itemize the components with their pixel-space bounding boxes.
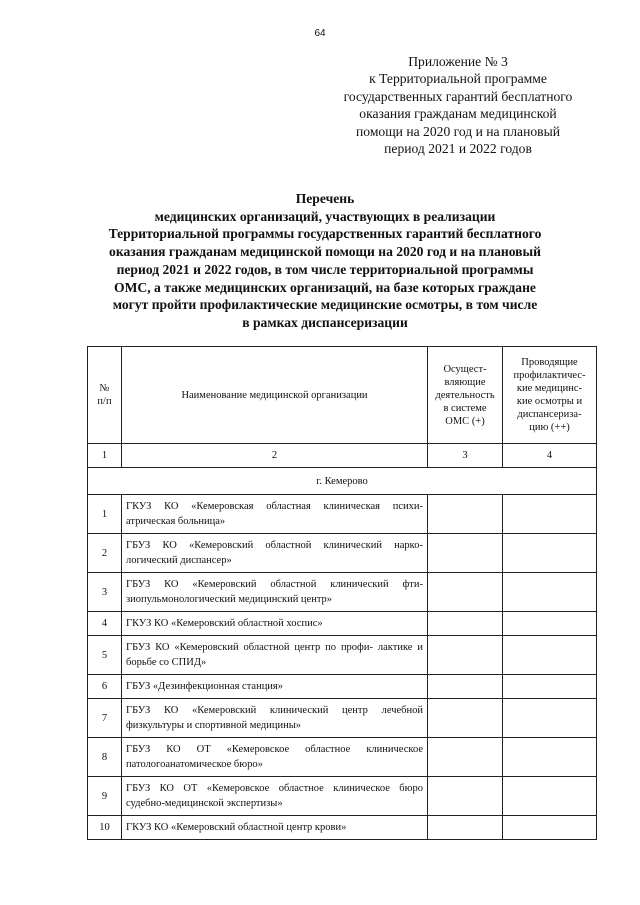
row-num: 3 bbox=[88, 573, 122, 612]
row-name bbox=[122, 534, 428, 573]
header-prof-line: кие осмотры и bbox=[516, 396, 583, 407]
row-name-line: ГБУЗ «Дезинфекционная станция» bbox=[126, 681, 284, 692]
column-index: 3 bbox=[428, 444, 503, 468]
title-line: медицинских организаций, участвующих в реализации bbox=[154, 208, 496, 224]
row-oms bbox=[428, 738, 503, 777]
row-name-line: ГКУЗ КО «Кемеровский областной центр крови» bbox=[126, 822, 347, 833]
appendix-line: помощи на 2020 год и на плановый bbox=[356, 123, 560, 139]
table-row bbox=[88, 573, 597, 612]
title-line: Перечень bbox=[295, 191, 355, 206]
row-name-line: судебно-медицинской экспертизы» bbox=[126, 798, 283, 809]
header-prof-line: Проводящие bbox=[521, 357, 578, 368]
appendix-line: государственных гарантий бесплатного bbox=[343, 88, 573, 104]
city-name: г. Кемерово bbox=[88, 468, 597, 495]
row-oms bbox=[428, 699, 503, 738]
row-oms bbox=[428, 777, 503, 816]
row-prof bbox=[503, 636, 597, 675]
column-index: 4 bbox=[503, 444, 597, 468]
row-num: 7 bbox=[88, 699, 122, 738]
header-oms-line: в системе bbox=[443, 402, 487, 414]
header-oms-line: Осущест- bbox=[443, 363, 487, 375]
row-name-line: лактике и борьбе со СПИД» bbox=[126, 642, 423, 668]
row-name-line: логический диспансер» bbox=[126, 555, 232, 566]
row-num: 8 bbox=[88, 738, 122, 777]
appendix-note bbox=[330, 53, 586, 157]
row-prof bbox=[503, 612, 597, 636]
table-row bbox=[88, 699, 597, 738]
row-num: 5 bbox=[88, 636, 122, 675]
appendix-line: оказания гражданам медицинской bbox=[359, 106, 557, 122]
row-name-line: ГБУЗ КО «Кемеровский областной центр по профи- bbox=[126, 642, 373, 653]
header-prof bbox=[503, 347, 597, 444]
title-line: в рамках диспансеризации bbox=[242, 314, 408, 330]
row-num: 10 bbox=[88, 816, 122, 840]
row-name-line: ГБУЗ КО «Кемеровский областной клинический нарко- bbox=[126, 540, 423, 551]
header-num-line: п/п bbox=[97, 396, 112, 407]
table-row bbox=[88, 495, 597, 534]
row-prof bbox=[503, 573, 597, 612]
header-oms-line: ОМС (+) bbox=[445, 415, 485, 427]
column-index-row bbox=[88, 444, 597, 468]
row-name-line: ГКУЗ КО «Кемеровский областной хоспис» bbox=[126, 618, 323, 629]
table-row bbox=[88, 534, 597, 573]
table-row bbox=[88, 738, 597, 777]
row-name bbox=[122, 573, 428, 612]
city-row bbox=[88, 468, 597, 495]
title-line: ОМС, а также медицинских организаций, на базе которых граждане bbox=[114, 279, 536, 295]
table-row bbox=[88, 816, 597, 840]
column-index: 2 bbox=[122, 444, 428, 468]
row-prof bbox=[503, 738, 597, 777]
table-row bbox=[88, 636, 597, 675]
row-name-line: ГКУЗ КО «Кемеровская областная клиническая психи- bbox=[126, 501, 423, 512]
page-number: 64 bbox=[314, 28, 326, 39]
row-num: 9 bbox=[88, 777, 122, 816]
row-prof bbox=[503, 495, 597, 534]
row-num: 6 bbox=[88, 675, 122, 699]
document-title bbox=[60, 190, 590, 332]
appendix-line: к Территориальной программе bbox=[369, 71, 547, 87]
table-row bbox=[88, 675, 597, 699]
row-prof bbox=[503, 777, 597, 816]
title-line: период 2021 и 2022 годов, в том числе территориальной программы bbox=[116, 261, 534, 277]
header-oms bbox=[428, 347, 503, 444]
row-prof bbox=[503, 699, 597, 738]
row-prof bbox=[503, 816, 597, 840]
row-oms bbox=[428, 636, 503, 675]
header-name: Наименование медицинской организации bbox=[122, 347, 428, 444]
row-prof bbox=[503, 534, 597, 573]
header-num bbox=[88, 347, 122, 444]
header-prof-line: диспансериза- bbox=[517, 409, 582, 420]
row-oms bbox=[428, 573, 503, 612]
row-name-line: ГБУЗ КО «Кемеровский клинический центр лечебной bbox=[126, 705, 423, 716]
row-name bbox=[122, 675, 428, 699]
header-oms-line: деятельность bbox=[435, 389, 495, 401]
title-line: Территориальной программы государственных гарантий бесплатного bbox=[108, 226, 542, 242]
row-oms bbox=[428, 495, 503, 534]
row-num: 2 bbox=[88, 534, 122, 573]
row-name bbox=[122, 495, 428, 534]
header-prof-line: цию (++) bbox=[529, 422, 570, 433]
title-line: могут пройти профилактические медицинские осмотры, в том числе bbox=[112, 297, 538, 313]
row-name-line: ГБУЗ КО ОТ «Кемеровское областное клиническое bbox=[126, 744, 423, 755]
row-num: 4 bbox=[88, 612, 122, 636]
header-num-line: № bbox=[99, 383, 110, 394]
row-name-line: физкультуры и спортивной медицины» bbox=[126, 720, 302, 731]
row-name bbox=[122, 816, 428, 840]
header-prof-line: кие медицинс- bbox=[516, 383, 583, 394]
appendix-line: Приложение № 3 bbox=[408, 54, 508, 69]
row-name bbox=[122, 636, 428, 675]
table-row bbox=[88, 612, 597, 636]
row-oms bbox=[428, 534, 503, 573]
organizations-table bbox=[87, 346, 597, 840]
row-name bbox=[122, 738, 428, 777]
row-name-line: зиопульмонологический медицинский центр» bbox=[126, 594, 333, 605]
table-header-row bbox=[88, 347, 597, 444]
header-oms-line: вляющие bbox=[444, 376, 486, 388]
row-name bbox=[122, 777, 428, 816]
row-prof bbox=[503, 675, 597, 699]
row-num: 1 bbox=[88, 495, 122, 534]
row-name-line: ГБУЗ КО ОТ «Кемеровское областное клиническое бюро bbox=[126, 783, 423, 794]
row-name-line: ГБУЗ КО «Кемеровский областной клинический фти- bbox=[126, 579, 423, 590]
row-name bbox=[122, 699, 428, 738]
appendix-line: период 2021 и 2022 годов bbox=[384, 141, 532, 157]
row-oms bbox=[428, 612, 503, 636]
row-oms bbox=[428, 816, 503, 840]
row-name bbox=[122, 612, 428, 636]
row-name-line: патологоанатомическое бюро» bbox=[126, 759, 263, 770]
column-index: 1 bbox=[88, 444, 122, 468]
table-row bbox=[88, 777, 597, 816]
row-oms bbox=[428, 675, 503, 699]
title-line: оказания гражданам медицинской помощи на 2020 год и на плановый bbox=[109, 244, 541, 260]
header-prof-line: профилактичес- bbox=[513, 370, 586, 381]
row-name-line: атрическая больница» bbox=[126, 516, 226, 527]
